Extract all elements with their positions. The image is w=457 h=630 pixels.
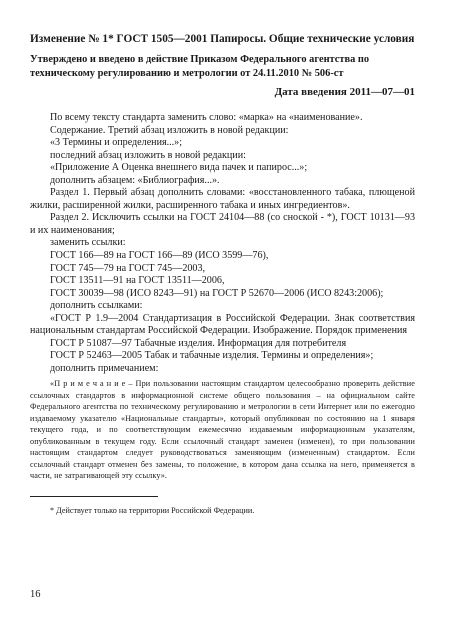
body-paragraph: ГОСТ 13511—91 на ГОСТ 13511—2006, <box>50 275 225 287</box>
body-paragraph: последний абзац изложить в новой редакции: <box>50 149 246 161</box>
body-paragraph: дополнить примечанием: <box>50 362 159 374</box>
amendment-body <box>30 112 415 482</box>
body-paragraph: «Приложение А Оценка внешнего вида пачек и папирос...»; <box>50 162 308 174</box>
document-page <box>30 32 415 516</box>
footnote: * Действует только на территории Российской Федерации. <box>50 505 255 515</box>
body-paragraph: Раздел 2. Исключить ссылки на ГОСТ 24104—88 (со сноской - *), ГОСТ 10131—93 и их наименования; <box>30 212 415 236</box>
note-paragraph: «П р и м е ч а н и е – При пользовании настоящим стандартом целесообразно проверить действие ссылочных стандартов в информационной системе общего пользования – на официальном сайте Федерального агентства по техническому регулированию и метрологии в сети Интернет или по ежегодно издаваемому указателю «Национальные стандарты», который опубликован по состоянию на 1 января текущего года, и по соответствующим ежемесячно издаваемым информационным указателям, опубликованным в текущем году. Если ссылочный стандарт заменен (изменен), то при пользовании настоящим стандартом следует руководствоваться заменяющим (измененным) стандартом. Если ссылочный стандарт отменен без замены, то положение, в котором дана ссылка на него, применяется в части, не затрагивающей эту ссылку». <box>30 379 415 481</box>
body-paragraph: По всему тексту стандарта заменить слово: «марка» на «наименование». <box>50 112 363 123</box>
body-paragraph: Содержание. Третий абзац изложить в новой редакции: <box>50 124 289 136</box>
body-paragraph: заменить ссылки: <box>50 237 126 249</box>
body-paragraph: ГОСТ 166—89 на ГОСТ 166—89 (ИСО 3599—76), <box>50 250 269 262</box>
body-paragraph: Раздел 1. Первый абзац дополнить словами: «восстановленного табака, плющеной жилки, расширенной жилки, расширенного табака и иных ингредиентов». <box>30 187 415 211</box>
body-paragraph: ГОСТ 745—79 на ГОСТ 745—2003, <box>50 262 206 274</box>
body-paragraph: «3 Термины и определения...»; <box>50 137 183 149</box>
amendment-title: Изменение № 1* ГОСТ 1505—2001 Папиросы. Общие технические условия <box>30 33 415 45</box>
body-paragraph: ГОСТ Р 51087—97 Табачные изделия. Информация для потребителя <box>50 337 347 349</box>
body-paragraph: дополнить абзацем: «Библиография...». <box>50 174 220 186</box>
body-paragraph: ГОСТ 30039—98 (ИСО 8243—91) на ГОСТ Р 52670—2006 (ИСО 8243:2006); <box>50 287 384 299</box>
effective-date: Дата введения 2011—07—01 <box>274 86 415 98</box>
approval-statement: Утверждено и введено в действие Приказом Федерального агентства по техническому регулированию и метрологии от 24.11.2010 № 506-ст <box>30 54 370 79</box>
body-paragraph: дополнить ссылками: <box>50 300 143 312</box>
page-number: 16 <box>30 589 41 600</box>
body-paragraph: «ГОСТ Р 1.9—2004 Стандартизация в Российской Федерации. Знак соответствия национальным стандартам Российской Федерации. Изображение. Порядок применения <box>30 312 415 337</box>
body-paragraph: ГОСТ Р 52463—2005 Табак и табачные изделия. Термины и определения»; <box>50 350 374 362</box>
footnote-divider <box>30 496 158 497</box>
